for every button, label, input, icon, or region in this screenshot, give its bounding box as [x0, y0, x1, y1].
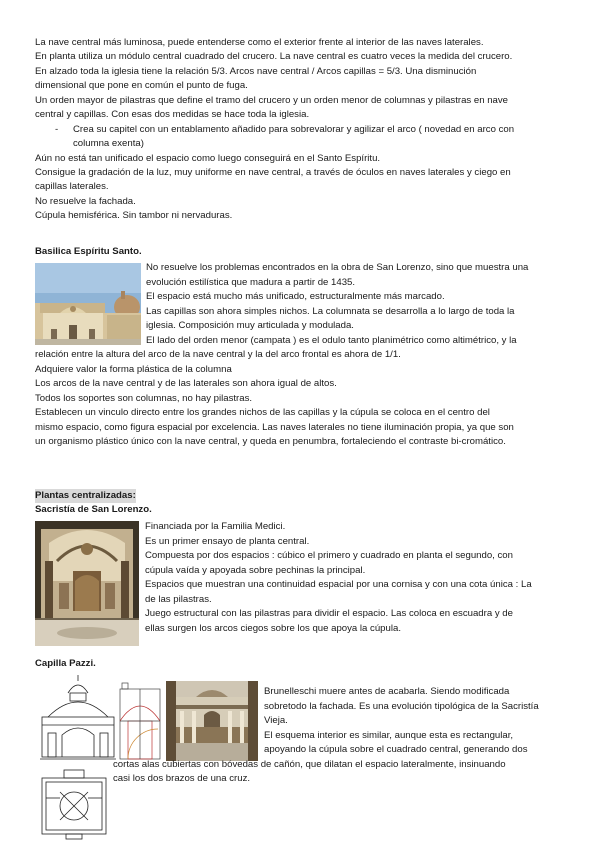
text-line: apoyando la cúpula sobre el cuadrado central, generando dos: [264, 744, 528, 755]
sacristia-interior-photo: [35, 521, 139, 646]
text-line: Juego estructural con las pilastras para dividir el espacio. Las coloca en escuadra y de: [145, 608, 513, 619]
text-line: Las capillas son ahora simples nichos. La columnata se desarrolla a lo largo de toda la: [146, 306, 515, 317]
text-line: Es un primer ensayo de planta central.: [145, 536, 310, 547]
text-line: Todos los soportes son columnas, no hay pilastras.: [35, 393, 253, 404]
text-line: Consigue la gradación de la luz, muy uniforme en nave central, a través de óculos en naves laterales y ciego en: [35, 167, 511, 178]
text-line: cúpula vaída y apoyada sobre pechinas la principal.: [145, 565, 366, 576]
text-line: El esquema interior es similar, aunque esta es rectangular,: [264, 730, 514, 741]
text-line: El espacio está mucho más unificado, estructuralmente más marcado.: [146, 291, 445, 302]
pazzi-proportion-diagram: [118, 681, 162, 761]
text-line: Financiada por la Familia Medici.: [145, 521, 286, 532]
text-line: cortas alas cubiertas con bóvedas de cañón, que dilatan el espacio lateralmente, insinuando: [113, 759, 506, 770]
text-line: casi los dos brazos de una cruz.: [113, 773, 251, 784]
subsection-heading: Sacristía de San Lorenzo.: [35, 504, 152, 515]
text-line: Compuesta por dos espacios : cúbico el primero y cuadrado en planta el segundo, con: [145, 550, 513, 561]
text-line: de las pilastras.: [145, 594, 212, 605]
text-line: Un orden mayor de pilastras que define el tramo del crucero y un orden menor de columnas y pilastras en nave: [35, 95, 509, 106]
basilica-facade-photo: [35, 263, 141, 345]
text-line: Los arcos de la nave central y de las laterales son ahora igual de altos.: [35, 378, 337, 389]
text-line: No resuelve la fachada.: [35, 196, 136, 207]
text-line: un organismo plástico único con la nave central, y queda en penumbra, fortaleciendo el contraste bi-cromático.: [35, 436, 506, 447]
text-line: Cúpula hemisférica. Sin tambor ni nervaduras.: [35, 210, 233, 221]
section-heading-highlighted: Plantas centralizadas:: [35, 490, 136, 501]
pazzi-facade-photo: [166, 681, 258, 761]
text-line: central y capillas. Con esas dos medidas se hace toda la iglesia.: [35, 109, 310, 120]
text-line: Adquiere valor la forma plástica de la columna: [35, 364, 232, 375]
text-line: evolución estilística que madura a partir de 1435.: [146, 277, 356, 288]
text-line: El lado del orden menor (campata ) es el odulo tanto planimétrico como altimétrico, y la: [146, 335, 517, 346]
text-line: capillas laterales.: [35, 181, 109, 192]
text-line: La nave central más luminosa, puede entenderse como el exterior frente al interior de las naves laterales.: [35, 37, 484, 48]
text-line: ellas surgen los arcos ciegos sobre los que apoya la cúpula.: [145, 623, 401, 634]
text-line: No resuelve los problemas encontrados en la obra de San Lorenzo, sino que muestra una: [146, 262, 529, 273]
bullet-dash: -: [55, 124, 59, 135]
pazzi-section-drawing: [38, 673, 118, 761]
text-line: Brunelleschi muere antes de acabarla. Siendo modificada: [264, 686, 510, 697]
text-line: mismo espacio, como figura espacial por excelencia. Las naves laterales no tiene iluminación propia, ya que son: [35, 422, 514, 433]
text-line: sobretodo la fachada. Es una evolución tipológica de la Sacristía: [264, 701, 539, 712]
text-line: En alzado toda la iglesia tiene la relación 5/3. Arcos nave central / Arcos capillas = 5/3. Una disminución: [35, 66, 477, 77]
text-line: Vieja.: [264, 715, 288, 726]
pazzi-floor-plan: [38, 768, 110, 840]
subsection-heading: Capilla Pazzi.: [35, 658, 96, 669]
text-line: Espacios que muestran una continuidad espacial por una cornisa y con una cota única : La: [145, 579, 532, 590]
bullet-text-line: Crea su capitel con un entablamento añadido para sobrevalorar y agilizar el arco ( novedad en arco con: [73, 124, 515, 135]
text-line: Establecen un vinculo directo entre los grandes nichos de las capillas y la cúpula se coloca en el centro del: [35, 407, 490, 418]
text-line: relación entre la altura del arco de la nave central y la del arco frontal es ahora de 1/1.: [35, 349, 401, 360]
section-heading: Basilica Espíritu Santo.: [35, 246, 142, 257]
text-line: iglesia. Composición muy articulada y modulada.: [146, 320, 354, 331]
bullet-text-line: columna exenta): [73, 138, 144, 149]
text-line: En planta utiliza un módulo central cuadrado del crucero. La nave central es cuatro veces la medida del crucero.: [35, 51, 513, 62]
text-line: Aún no está tan unificado el espacio como luego conseguirá en el Santo Espíritu.: [35, 153, 381, 164]
text-line: dimensional que pone en común el punto de fuga.: [35, 80, 248, 91]
